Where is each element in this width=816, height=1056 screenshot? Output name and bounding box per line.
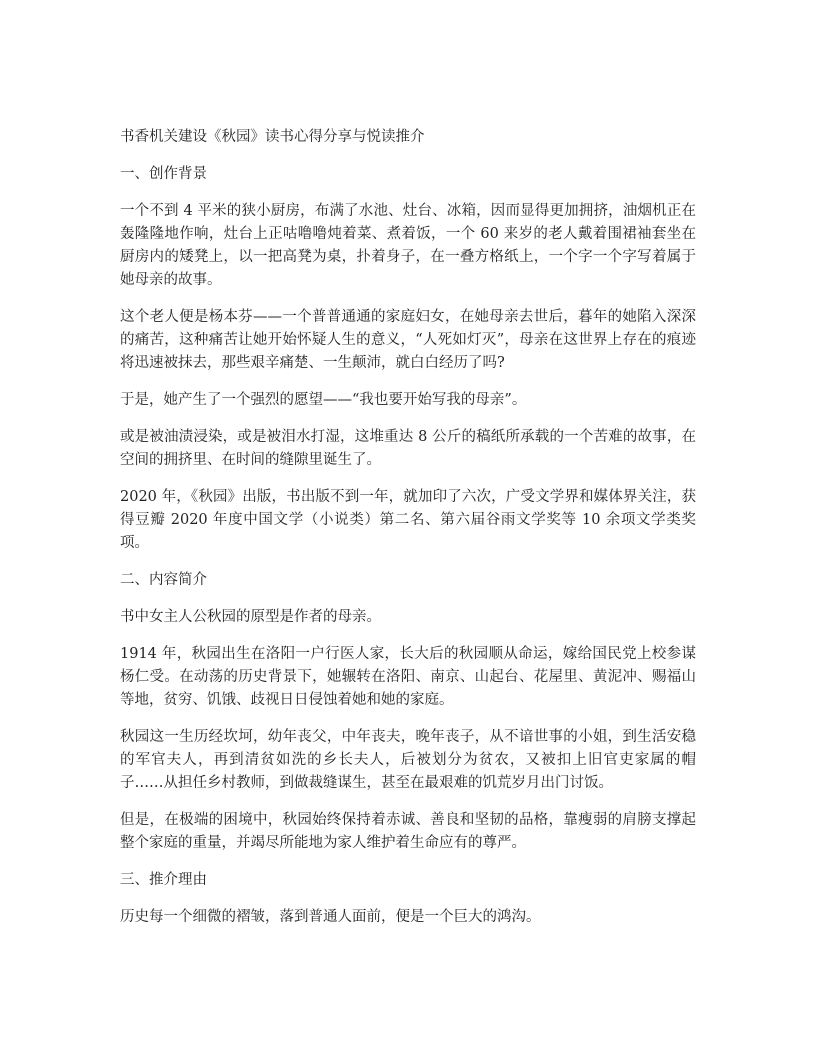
paragraph: 一个不到 4 平米的狭小厨房，布满了水池、灶台、冰箱，因而显得更加拥挤，油烟机正在轰隆隆地作响，灶台上正咕噜噜炖着菜、煮着饭，一个 60 来岁的老人戴着围裙袖套坐在厨房内的矮凳上，以一把高凳为桌，扑着身子，在一叠方格纸上，一个字一个字写着属于她母亲的故事。 [120,203,696,288]
section-heading-background: 一、创作背景 [120,166,207,182]
paragraph: 这个老人便是杨本芬——一个普普通通的家庭妇女，在她母亲去世后，暮年的她陷入深深的痛苦，这种痛苦让她开始怀疑人生的意义，“人死如灯灭”，母亲在这世界上存在的痕迹将迅速被抹去，那些艰辛痛楚、一生颠沛，就白白经历了吗? [120,309,696,371]
paragraph: 于是，她产生了一个强烈的愿望——“我也要开始写我的母亲”。 [120,392,527,408]
section-heading-reasons: 三、推介理由 [120,872,207,888]
document-title: 书香机关建设《秋园》读书心得分享与悦读推介 [120,129,425,145]
paragraph: 或是被油渍浸染，或是被泪水打湿，这堆重达 8 公斤的稿纸所承载的一个苦难的故事，在空间的拥挤里、在时间的缝隙里诞生了。 [120,429,696,468]
paragraph: 2020 年，《秋园》出版，书出版不到一年，就加印了六次，广受文学界和媒体界关注，获得豆瓣 2020 年度中国文学（小说类）第二名、第六届谷雨文学奖等 10 余项文学类奖项。 [120,489,696,551]
document-body [120,126,696,943]
section-heading-summary: 二、内容简介 [120,572,207,588]
paragraph: 但是，在极端的困境中，秋园始终保持着赤诚、善良和坚韧的品格，靠瘦弱的肩膀支撑起整个家庭的重量，并竭尽所能地为家人维护着生命应有的尊严。 [120,812,696,851]
paragraph: 书中女主人公秋园的原型是作者的母亲。 [120,609,381,625]
paragraph: 秋园这一生历经坎坷，幼年丧父，中年丧夫，晚年丧子，从不谙世事的小姐，到生活安稳的军官夫人，再到清贫如洗的乡长夫人，后被划分为贫农，又被扣上旧官吏家属的帽子……从担任乡村教师，到做裁缝谋生，甚至在最艰难的饥荒岁月出门讨饭。 [120,729,696,791]
paragraph: 1914 年，秋园出生在洛阳一户行医人家，长大后的秋园顺从命运，嫁给国民党上校参谋杨仁受。在动荡的历史背景下，她辗转在洛阳、南京、山起台、花屋里、黄泥冲、赐福山等地，贫穷、饥饿、歧视日日侵蚀着她和她的家庭。 [120,646,696,708]
paragraph: 历史每一个细微的褶皱，落到普通人面前，便是一个巨大的鸿沟。 [120,909,541,925]
